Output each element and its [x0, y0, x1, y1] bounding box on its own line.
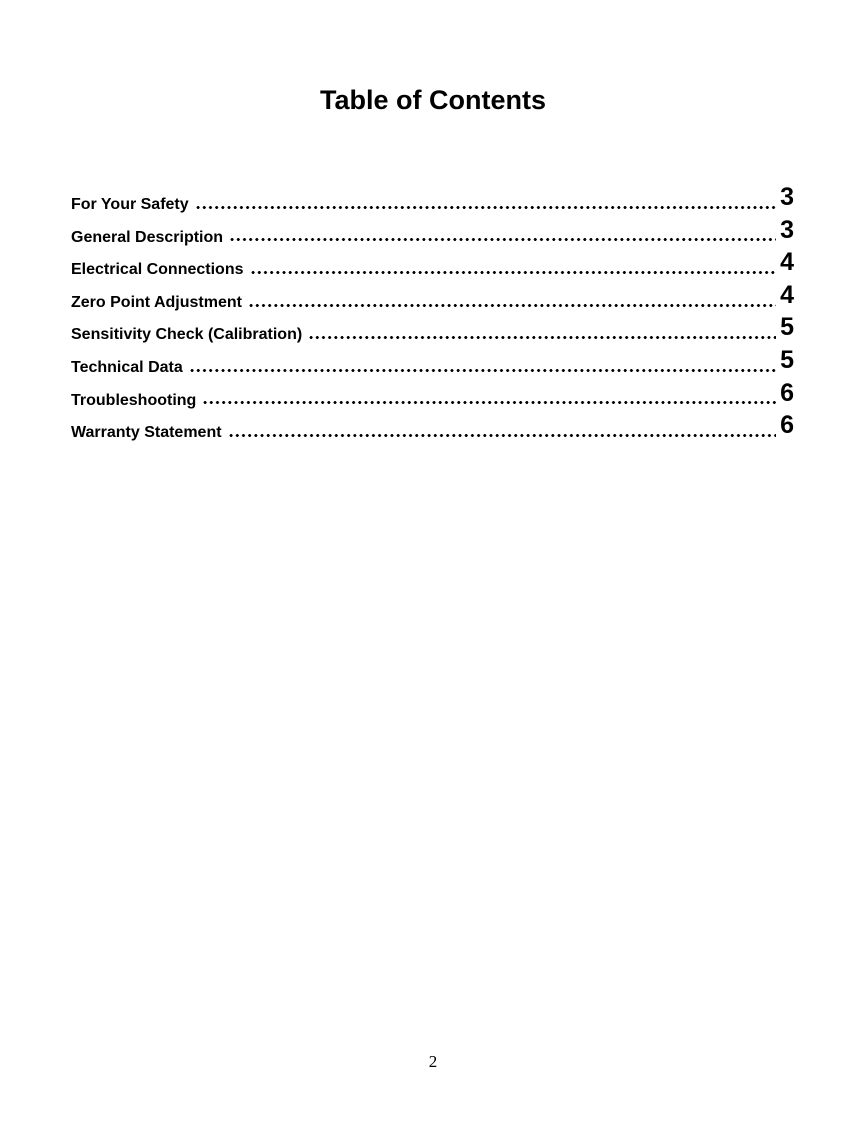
dot-leader: [202, 399, 776, 406]
toc-entry-page: 6: [780, 413, 794, 440]
dot-leader: [195, 204, 776, 211]
toc-entry-label: Troubleshooting: [71, 391, 197, 409]
dot-leader: [228, 432, 777, 439]
toc-entry-page: 6: [780, 380, 794, 407]
toc-entry-label: Technical Data: [71, 358, 183, 376]
toc-entry-technical-data[interactable]: [71, 348, 794, 381]
toc-entry-for-your-safety[interactable]: [71, 185, 794, 218]
dot-leader: [250, 269, 777, 276]
toc-entry-label: For Your Safety: [71, 196, 189, 213]
toc-entry-electrical-connections[interactable]: [71, 250, 794, 283]
toc-entry-page: 3: [780, 217, 794, 244]
table-of-contents: [71, 185, 794, 446]
page-number: 2: [428, 1052, 438, 1071]
toc-entry-label: Warranty Statement: [71, 424, 222, 442]
toc-entry-label: Electrical Connections: [71, 261, 244, 279]
dot-leader: [229, 236, 776, 243]
toc-entry-warranty-statement[interactable]: [71, 413, 794, 446]
toc-entry-label: General Description: [71, 228, 224, 246]
dot-leader: [308, 334, 776, 341]
page-title: Table of Contents: [320, 85, 546, 115]
toc-entry-label: Sensitivity Check (Calibration): [71, 326, 303, 344]
toc-entry-sensitivity-check[interactable]: [71, 315, 794, 348]
dot-leader: [189, 367, 776, 374]
toc-entry-page: 3: [780, 185, 794, 211]
toc-entry-page: 4: [780, 282, 794, 309]
toc-entry-troubleshooting[interactable]: [71, 381, 794, 414]
toc-entry-zero-point-adjustment[interactable]: [71, 283, 794, 316]
dot-leader: [248, 302, 776, 309]
toc-entry-page: 4: [780, 250, 794, 277]
toc-entry-page: 5: [780, 315, 794, 342]
toc-entry-label: Zero Point Adjustment: [71, 293, 242, 311]
toc-entry-page: 5: [780, 347, 794, 374]
toc-entry-general-description[interactable]: [71, 218, 794, 251]
